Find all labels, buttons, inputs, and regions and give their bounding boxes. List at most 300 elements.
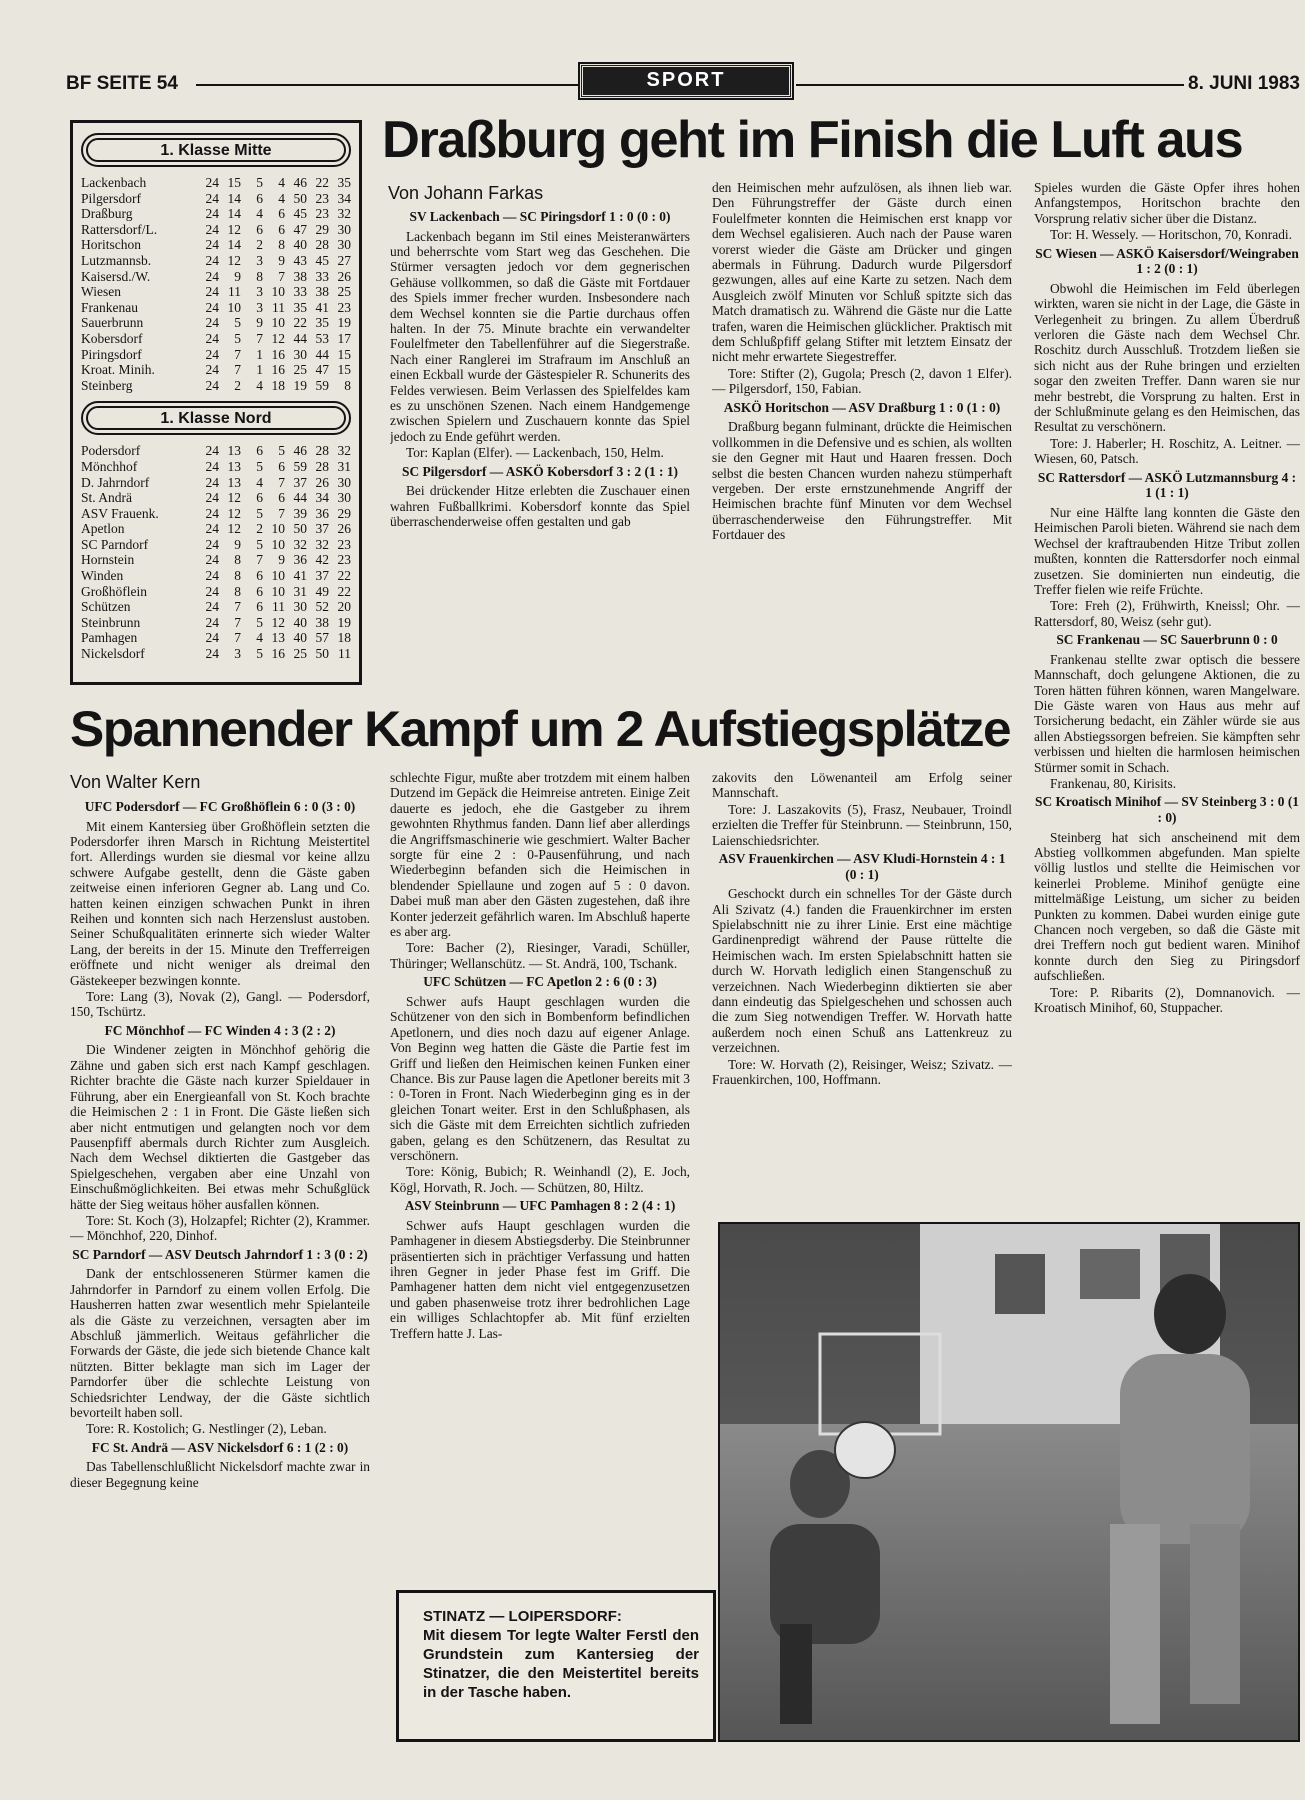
stat-cell: 35 xyxy=(293,299,307,315)
stat-cell: 6 xyxy=(278,221,285,237)
table-row xyxy=(81,599,351,615)
team-name: Kobersdorf xyxy=(81,330,143,346)
photo-illustration xyxy=(720,1224,1300,1742)
table-row xyxy=(81,315,351,331)
stat-cell: 24 xyxy=(205,505,219,521)
standings-table-nord xyxy=(81,443,351,661)
stat-cell: 50 xyxy=(315,646,329,662)
standings-table-mitte xyxy=(81,175,351,393)
match-scorers: Tore: König, Bubich; R. Weinhandl (2), E. Joch, Kögl, Horvath, R. Joch. — Schützen, 80, Hiltz. xyxy=(390,1164,690,1195)
match-scorers: Tore: Lang (3), Novak (2), Gangl. — Podersdorf, 150, Tschürtz. xyxy=(70,989,370,1020)
match-scorers: Tore: Freh (2), Frühwirth, Kneissl; Ohr. — Rattersdorf, 80, Weisz (sehr gut). xyxy=(1034,598,1300,629)
match-report: Obwohl die Heimischen im Feld überlegen wirkten, waren sie nicht in der Lage, die Gäste in Verlegenheit zu bringen. Zu allem Überdruß verloren die Gäste nach dem Wechsel Chr. Roschitz durch Ausschluß. Trotzdem ließen sie sich nicht aus der Ruhe bringen und erzielten sogar den zweiten Treffer. Dann waren sie nur mehr bestrebt, die Vorsprung zu halten. Erst in der Schlußminute gelang es den Heimischen, das Resultat zu verschönern. xyxy=(1034,280,1300,435)
stat-cell: 11 xyxy=(272,599,285,615)
stat-cell: 10 xyxy=(271,315,285,331)
stat-cell: 31 xyxy=(293,583,307,599)
table-row xyxy=(81,191,351,207)
stat-cell: 2 xyxy=(256,521,263,537)
match-scorers: Tore: St. Koch (3), Holzapfel; Richter (2), Krammer. — Mönchhof, 220, Dinhof. xyxy=(70,1212,370,1244)
stat-cell: 24 xyxy=(205,521,219,537)
table-row xyxy=(81,475,351,491)
stat-cell: 24 xyxy=(205,474,219,490)
table-row xyxy=(81,222,351,238)
table-row xyxy=(81,552,351,568)
table-row xyxy=(81,378,351,394)
match-report: Steinberg hat sich anscheinend mit dem Abstieg vollkommen abgefunden. Man spielte völlig lustlos und stellte die Heimischen vor keinerlei Probleme. Minihof genügte eine mittelmäßige Leistung, um sicher zu beiden Punkten zu kommen. Dabei wurden einige gute Chancen noch vergeben, so daß die Gäste mit drei Treffern noch gut bedient waren. Minihof konnte durch den Sieg zu Piringsdorf aufschließen. xyxy=(1034,829,1300,984)
stat-cell: 23 xyxy=(337,536,351,552)
match-photo xyxy=(718,1222,1300,1742)
match-report: Schwer aufs Haupt geschlagen wurden die Schützener von den sich in Bombenform befindlichen Apetlonern, und dies noch dazu auf eigener Anlage. Von Beginn weg hatten die Gäste die Partie fest im Griff und ließen den Heimischen keinen Funken einer Chance. Bis zur Pause lagen die Apetloner bereits mit 3 : 0-Toren in Front. Nach Wiederbeginn ging es in der gleichen Tonart weiter. Erst in den Schlußphasen, als sich die Gäste mit dem Erreichten sichtlich zufrieden gaben, gelang es den Schützenern, das Resultat zu verschönern. xyxy=(390,993,690,1163)
team-name: ASV Frauenk. xyxy=(81,505,159,521)
stat-cell: 38 xyxy=(315,614,329,630)
stat-cell: 41 xyxy=(293,568,307,584)
header-rule-right xyxy=(796,84,1184,86)
page-number: BF SEITE 54 xyxy=(66,73,178,94)
match-heading: FC Mönchhof — FC Winden 4 : 3 (2 : 2) xyxy=(104,1022,336,1038)
stat-cell: 24 xyxy=(205,346,219,362)
team-name: Piringsdorf xyxy=(81,346,142,362)
match-heading: SC Rattersdorf — ASKÖ Lutzmannsburg 4 : 1 (1 : 1) xyxy=(1037,469,1297,501)
stat-cell: 31 xyxy=(337,458,351,474)
team-name: Kaisersd./W. xyxy=(81,268,151,284)
stat-cell: 30 xyxy=(293,599,307,615)
stat-cell: 23 xyxy=(315,190,329,206)
stat-cell: 24 xyxy=(205,330,219,346)
stat-cell: 25 xyxy=(293,362,307,378)
stat-cell: 6 xyxy=(256,599,263,615)
byline-farkas: Von Johann Farkas xyxy=(388,183,544,203)
stat-cell: 5 xyxy=(256,505,263,521)
stat-cell: 7 xyxy=(278,268,285,284)
match-heading: SC Frankenau — SC Sauerbrunn 0 : 0 xyxy=(1056,632,1278,648)
stat-cell: 38 xyxy=(315,284,329,300)
stat-cell: 23 xyxy=(337,299,351,315)
stat-cell: 7 xyxy=(256,552,263,568)
stat-cell: 24 xyxy=(205,268,219,284)
stat-cell: 6 xyxy=(278,206,285,222)
match-heading: ASKÖ Horitschon — ASV Draßburg 1 : 0 (1 : 0) xyxy=(723,399,1001,415)
stat-cell: 35 xyxy=(315,315,329,331)
team-name: Lutzmannsb. xyxy=(81,252,152,268)
stat-cell: 12 xyxy=(271,330,285,346)
team-name: Apetlon xyxy=(81,521,125,537)
stat-cell: 36 xyxy=(315,505,329,521)
stat-cell: 5 xyxy=(278,443,285,459)
table-row xyxy=(81,300,351,316)
table-row xyxy=(81,646,351,662)
headline-drassburg: Draßburg geht im Finish die Luft aus xyxy=(382,111,1243,169)
stat-cell: 19 xyxy=(293,377,307,393)
match-report: Lackenbach begann im Stil eines Meisteranwärters und beherrschte vom Start weg das Geschehen. Die Stürmer versagten jedoch vor dem gegnerischen Gehäuse vollkommen, so daß die Gäste mit Fortdauer des Spiels immer frecher wurden. Insbesondere nach dem Wechsel konnten sie die Partie durchaus offen halten. In der 75. Minute brachte ein verwandelter Foulelfmeter den Tabellenführer auf die Siegerstraße. Nach einer Ranglerei im Strafraum im Anschluß an einen Eckball wurde der Gästespieler R. Schunerits des Feldes verwiesen. Beim Verlassen des Spielfeldes kam es zu unschönen Szenen. Nach einem Handgemenge zwischen Spielern und Zuschauern konnte das Spiel jedoch zu Ende geführt werden. xyxy=(390,228,690,444)
stat-cell: 6 xyxy=(278,490,285,506)
table-row xyxy=(81,206,351,222)
stat-cell: 11 xyxy=(338,646,351,662)
stat-cell: 9 xyxy=(278,552,285,568)
stat-cell: 30 xyxy=(337,474,351,490)
stat-cell: 24 xyxy=(205,206,219,222)
table-row xyxy=(81,459,351,475)
stat-cell: 10 xyxy=(271,583,285,599)
table-row xyxy=(81,347,351,363)
match-heading: SC Pilgersdorf — ASKÖ Kobersdorf 3 : 2 (1 : 1) xyxy=(402,463,678,479)
table-row xyxy=(81,615,351,631)
stat-cell: 5 xyxy=(256,175,263,190)
stat-cell: 5 xyxy=(234,330,241,346)
stat-cell: 3 xyxy=(256,299,263,315)
team-name: Nickelsdorf xyxy=(81,646,145,662)
stat-cell: 24 xyxy=(205,315,219,331)
stat-cell: 25 xyxy=(337,284,351,300)
issue-date: 8. JUNI 1983 xyxy=(1188,73,1300,94)
team-name: Winden xyxy=(81,568,124,584)
match-scorers: Tore: P. Ribarits (2), Domnanovich. — Kroatisch Minihof, 60, Stuppacher. xyxy=(1034,984,1300,1016)
stat-cell: 6 xyxy=(256,221,263,237)
stat-cell: 57 xyxy=(315,630,329,646)
team-name: Horitschon xyxy=(81,237,141,253)
table-row xyxy=(81,443,351,459)
match-scorers: Tore: Stifter (2), Gugola; Presch (2, davon 1 Elfer). — Pilgersdorf, 150, Fabian. xyxy=(712,365,1012,397)
match-heading: SC Kroatisch Minihof — SV Steinberg 3 : 0 (1 : 0) xyxy=(1035,794,1299,825)
team-name: Sauerbrunn xyxy=(81,315,144,331)
table-row xyxy=(81,331,351,347)
match-scorers: Tore: W. Horvath (2), Reisinger, Weisz; Szivatz. — Frauenkirchen, 100, Hoffmann. xyxy=(712,1056,1012,1088)
stat-cell: 42 xyxy=(315,552,329,568)
stat-cell: 24 xyxy=(205,490,219,506)
league-tables xyxy=(70,120,362,685)
stat-cell: 46 xyxy=(293,175,307,190)
table-row xyxy=(81,269,351,285)
stat-cell: 9 xyxy=(256,315,263,331)
article2-column-3 xyxy=(712,770,1012,1210)
team-name: Großhöflein xyxy=(81,583,147,599)
stat-cell: 19 xyxy=(337,315,351,331)
stat-cell: 2 xyxy=(256,237,263,253)
stat-cell: 5 xyxy=(256,458,263,474)
stat-cell: 15 xyxy=(337,346,351,362)
stat-cell: 6 xyxy=(278,458,285,474)
header-rule-left xyxy=(196,84,578,86)
stat-cell: 36 xyxy=(293,552,307,568)
stat-cell: 24 xyxy=(205,630,219,646)
match-scorers: Tor: H. Wessely. — Horitschon, 70, Konradi. xyxy=(1050,227,1292,243)
stat-cell: 6 xyxy=(256,443,263,459)
caption-text: Mit diesem Tor legte Walter Ferstl den Grundstein zum Kantersieg der Stinatzer, die den Meistertitel bereits in der Tasche haben. xyxy=(423,1627,699,1701)
stat-cell: 44 xyxy=(293,330,307,346)
stat-cell: 49 xyxy=(315,583,329,599)
stat-cell: 3 xyxy=(256,284,263,300)
stat-cell: 27 xyxy=(337,252,351,268)
match-report: zakovits den Löwenanteil am Erfolg seiner Mannschaft. xyxy=(712,770,1012,801)
match-report: Bei drückender Hitze erlebten die Zuschauer einen wahren Fußballkrimi. Kobersdorf konnte das Spiel überraschenderweise offen gestalten und gab xyxy=(390,483,690,530)
stat-cell: 24 xyxy=(205,377,219,393)
stat-cell: 10 xyxy=(271,568,285,584)
table-row xyxy=(81,521,351,537)
stat-cell: 9 xyxy=(234,536,241,552)
match-report: schlechte Figur, mußte aber trotzdem mit einem halben Dutzend im Gepäck die Heimreise antreten. Einige Zeit dauerte es jedoch, ehe die Gastgeber zu ihrem gewohnten Rhythmus fanden. Dann lief aber allerdings die Angriffsmaschinerie wie geschmiert. Walter Bacher sorgte für eine 2 : 0-Pausenführung, und nach Wiederbeginn befanden sich die Heimischen in blendender Spiellaune und zogen auf 5 : 0 davon. Dabei muß man aber den Gästen zugestehen, daß ihre Konter jederzeit gefährlich waren. Im Abschluß haperte es aber arg. xyxy=(390,770,690,940)
stat-cell: 11 xyxy=(272,299,285,315)
stat-cell: 24 xyxy=(205,443,219,459)
match-heading: UFC Podersdorf — FC Großhöflein 6 : 0 (3 : 0) xyxy=(84,799,356,814)
stat-cell: 13 xyxy=(227,443,241,459)
stat-cell: 24 xyxy=(205,536,219,552)
stat-cell: 32 xyxy=(337,206,351,222)
team-name: Kroat. Minih. xyxy=(81,362,155,378)
stat-cell: 33 xyxy=(315,268,329,284)
stat-cell: 59 xyxy=(293,458,307,474)
stat-cell: 33 xyxy=(293,284,307,300)
stat-cell: 6 xyxy=(256,568,263,584)
match-scorers: Frankenau, 80, Kirisits. xyxy=(1050,775,1177,791)
stat-cell: 4 xyxy=(278,175,285,190)
stat-cell: 7 xyxy=(256,330,263,346)
stat-cell: 24 xyxy=(205,362,219,378)
article2-column-2 xyxy=(390,770,690,1582)
stat-cell: 4 xyxy=(256,206,263,222)
stat-cell: 47 xyxy=(315,362,329,378)
stat-cell: 41 xyxy=(315,299,329,315)
stat-cell: 24 xyxy=(205,599,219,615)
stat-cell: 44 xyxy=(315,346,329,362)
stat-cell: 7 xyxy=(278,505,285,521)
match-scorers: Tor: Kaplan (Elfer). — Lackenbach, 150, Helm. xyxy=(406,445,664,461)
stat-cell: 3 xyxy=(234,646,241,662)
stat-cell: 7 xyxy=(234,346,241,362)
match-report: den Heimischen mehr aufzulösen, als ihnen lieb war. Den Führungstreffer der Gäste durch einen Foulelfmeter konnten die Heimischen erst knapp vor dem Wechsel egalisieren. Auch nach der Pause waren vorerst wieder die Gäste am Drücker und gingen abermals in Führung. Dadurch wurde Pilgersdorf gezwungen, alles auf eine Karte zu setzen. Nach dem Ausgleich zwölf Minuten vor Schluß spitzte sich das Match dramatisch zu. Während die Gäste nur die Latte trafen, waren die Heimischen glücklicher. Praktisch mit dem Schlußpfiff gelang Stifter mit letztem Einsatz der nicht mehr erwartete Siegestreffer. xyxy=(712,180,1012,365)
stat-cell: 5 xyxy=(256,614,263,630)
stat-cell: 7 xyxy=(234,362,241,378)
stat-cell: 8 xyxy=(256,268,263,284)
stat-cell: 5 xyxy=(256,646,263,662)
team-name: Podersdorf xyxy=(81,443,141,459)
team-name: Lackenbach xyxy=(81,175,147,190)
article2-column-1 xyxy=(70,796,370,1756)
stat-cell: 8 xyxy=(234,583,241,599)
team-name: Rattersdorf/L. xyxy=(81,221,158,237)
stat-cell: 26 xyxy=(315,474,329,490)
stat-cell: 10 xyxy=(271,521,285,537)
match-report: Frankenau stellte zwar optisch die bessere Mannschaft, doch gelungene Aktionen, die zu Toren hätten führen können, waren Mangelware. Die Gäste waren von Haus aus mehr auf Torsicherung bedacht, ein Zähler würde sie aus allen Abstiegssorgen befreien. Sie kämpften sehr verbissen und hielten die harmlosen heimischen Stürmer somit in Schach. xyxy=(1034,651,1300,775)
stat-cell: 39 xyxy=(293,505,307,521)
stat-cell: 10 xyxy=(271,536,285,552)
stat-cell: 34 xyxy=(315,490,329,506)
stat-cell: 59 xyxy=(315,377,329,393)
stat-cell: 12 xyxy=(227,505,241,521)
stat-cell: 29 xyxy=(315,221,329,237)
match-scorers: Tore: J. Laszakovits (5), Frasz, Neubauer, Troindl erzielten die Treffer für Steinbrunn. — Steinbrunn, 150, Laienschiedsrichter. xyxy=(712,801,1012,848)
stat-cell: 19 xyxy=(337,614,351,630)
table-row xyxy=(81,537,351,553)
stat-cell: 26 xyxy=(337,521,351,537)
stat-cell: 23 xyxy=(315,206,329,222)
stat-cell: 4 xyxy=(278,190,285,206)
stat-cell: 8 xyxy=(234,568,241,584)
stat-cell: 35 xyxy=(337,175,351,190)
table-row xyxy=(81,490,351,506)
team-name: Wiesen xyxy=(81,284,121,300)
stat-cell: 14 xyxy=(227,190,241,206)
table-row xyxy=(81,284,351,300)
stat-cell: 7 xyxy=(234,630,241,646)
stat-cell: 52 xyxy=(315,599,329,615)
headline-aufstieg: Spannender Kampf um 2 Aufstiegsplätze xyxy=(70,701,1011,757)
match-heading: SV Lackenbach — SC Piringsdorf 1 : 0 (0 : 0) xyxy=(409,209,671,224)
team-name: Steinberg xyxy=(81,377,133,393)
stat-cell: 16 xyxy=(271,346,285,362)
stat-cell: 12 xyxy=(227,490,241,506)
stat-cell: 24 xyxy=(205,284,219,300)
match-report: Nur eine Hälfte lang konnten die Gäste den Heimischen Paroli bieten. Während sie nach dem Wechsel der kraftraubenden Hitze Tribut zollen mußten, konnten die Rattersdorfer noch einmal zusetzen. Sie dominierten nun eindeutig, die Treffer fielen wie reife Früchte. xyxy=(1034,504,1300,597)
match-scorers: Tore: Bacher (2), Riesinger, Varadi, Schüller, Thüringer; Wellanschütz. — St. Andrä, 100, Tschank. xyxy=(390,940,690,971)
match-report: Die Windener zeigten in Mönchhof gehörig die Zähne und gaben sich erst nach Kampf geschlagen. Richter brachte die Gäste nach kurzer Spieldauer in Führung, aber ein Energieanfall von St. Koch brachte die Heimischen 2 : 1 in Front. Die Gäste ließen sich aber nicht entmutigen und gelangten noch vor dem Pausenpfiff abermals durch Richter zum Ausgleich. Nach dem Wechsel diktierten die Gastgeber das Spielgeschehen, vergaben aber eine Unzahl von Einschußmöglichkeiten. Bei etwas mehr Schußglück hätte der Sieg weitaus höher ausfallen können. xyxy=(70,1042,370,1212)
byline-kern: Von Walter Kern xyxy=(70,772,201,792)
stat-cell: 44 xyxy=(293,490,307,506)
stat-cell: 30 xyxy=(337,237,351,253)
stat-cell: 40 xyxy=(293,614,307,630)
stat-cell: 6 xyxy=(256,583,263,599)
match-report: Spieles wurden die Gäste Opfer ihres hohen Anfangstempos, Horitschon brachte den Vorsprung relativ sicher über die Distanz. xyxy=(1034,180,1300,226)
table-row xyxy=(81,506,351,522)
stat-cell: 15 xyxy=(227,175,241,190)
stat-cell: 24 xyxy=(205,299,219,315)
table-row xyxy=(81,584,351,600)
table-row xyxy=(81,568,351,584)
stat-cell: 22 xyxy=(293,315,307,331)
stat-cell: 5 xyxy=(234,315,241,331)
match-heading: ASV Frauenkirchen — ASV Kludi-Hornstein 4 : 1 (0 : 1) xyxy=(718,851,1006,882)
stat-cell: 22 xyxy=(337,568,351,584)
stat-cell: 1 xyxy=(256,362,263,378)
stat-cell: 9 xyxy=(278,252,285,268)
article1-column-1 xyxy=(390,206,690,684)
stat-cell: 4 xyxy=(256,377,263,393)
table-row xyxy=(81,630,351,646)
stat-cell: 18 xyxy=(271,377,285,393)
stat-cell: 12 xyxy=(227,221,241,237)
stat-cell: 7 xyxy=(234,614,241,630)
stat-cell: 53 xyxy=(315,330,329,346)
section-label: SPORT xyxy=(580,64,792,98)
stat-cell: 24 xyxy=(205,237,219,253)
table-title-mitte: 1. Klasse Mitte xyxy=(81,133,351,167)
team-name: St. Andrä xyxy=(81,490,133,506)
stat-cell: 45 xyxy=(315,252,329,268)
stat-cell: 16 xyxy=(271,362,285,378)
stat-cell: 24 xyxy=(205,175,219,190)
stat-cell: 24 xyxy=(205,568,219,584)
stat-cell: 11 xyxy=(228,284,241,300)
stat-cell: 14 xyxy=(227,206,241,222)
match-report: Draßburg begann fulminant, drückte die Heimischen vollkommen in die Defensive und es schien, als wollten sie den Gegner mit Haut und Haaren fressen. Doch selbst die besten Chancen wurden nahezu stümperhaft vergeben. Der erste ernstzunehmende Angriff der Heimischen brachte fünf Minuten vor dem Wechsel überraschenderweise den Führungstreffer. Mit Fortdauer des xyxy=(712,419,1012,543)
match-scorers: Tore: R. Kostolich; G. Nestlinger (2), Leban. xyxy=(86,1421,327,1437)
stat-cell: 40 xyxy=(293,630,307,646)
stat-cell: 37 xyxy=(293,474,307,490)
stat-cell: 8 xyxy=(344,377,351,393)
stat-cell: 12 xyxy=(227,521,241,537)
table-title-nord: 1. Klasse Nord xyxy=(81,401,351,435)
stat-cell: 24 xyxy=(205,221,219,237)
stat-cell: 22 xyxy=(315,175,329,190)
stat-cell: 6 xyxy=(256,490,263,506)
match-report: Schwer aufs Haupt geschlagen wurden die Pamhagener in diesem Abstiegsderby. Die Steinbrunner präsentierten sich in prächtiger Verfassung und hatten ihren Gegner in jeder Phase fest im Griff. Die Pamhagener hatten dem nicht viel entgegenzusetzen und gaben phasenweise trotz ihrer bedrohlichen Lage ein williges Schlachtopfer ab. Mit fünf erzielten Treffern hatte J. Las- xyxy=(390,1217,690,1341)
team-name: Steinbrunn xyxy=(81,614,141,630)
stat-cell: 30 xyxy=(293,346,307,362)
stat-cell: 12 xyxy=(227,252,241,268)
team-name: D. Jahrndorf xyxy=(81,474,150,490)
team-name: Mönchhof xyxy=(81,458,138,474)
stat-cell: 37 xyxy=(315,568,329,584)
match-report: Das Tabellenschlußlicht Nickelsdorf machte zwar in dieser Begegnung keine xyxy=(70,1459,370,1490)
stat-cell: 28 xyxy=(315,458,329,474)
match-report: Dank der entschlosseneren Stürmer kamen die Jahrndorfer in Parndorf zu einem vollen Erfolg. Die Hausherren hatten zwar wesentlich mehr Spielanteile als die Gäste zu verzeichnen, versagten aber im Abschluß jämmerlich. Weitaus gefährlicher die Forwards der Gäste, die jede sich bietende Chance kalt nützten. Bitter beklagte man sich im Lager der Parndorfer über die schlechte Leistung von Schiedsrichter Lendway, der die Gäste sichtlich bevorteilt haben soll. xyxy=(70,1266,370,1420)
stat-cell: 24 xyxy=(205,646,219,662)
stat-cell: 28 xyxy=(315,237,329,253)
stat-cell: 46 xyxy=(293,443,307,459)
stat-cell: 6 xyxy=(256,190,263,206)
caption-title: STINATZ — LOIPERSDORF: xyxy=(423,1608,622,1625)
stat-cell: 26 xyxy=(337,268,351,284)
stat-cell: 45 xyxy=(293,206,307,222)
stat-cell: 24 xyxy=(205,190,219,206)
stat-cell: 24 xyxy=(205,458,219,474)
stat-cell: 40 xyxy=(293,237,307,253)
team-name: SC Parndorf xyxy=(81,536,149,552)
stat-cell: 12 xyxy=(271,614,285,630)
table-row xyxy=(81,175,351,191)
stat-cell: 20 xyxy=(337,599,351,615)
stat-cell: 17 xyxy=(337,330,351,346)
stat-cell: 8 xyxy=(234,552,241,568)
stat-cell: 8 xyxy=(278,237,285,253)
match-scorers: Tore: J. Haberler; H. Roschitz, A. Leitner. — Wiesen, 60, Patsch. xyxy=(1034,435,1300,467)
stat-cell: 18 xyxy=(337,630,351,646)
stat-cell: 37 xyxy=(315,521,329,537)
stat-cell: 28 xyxy=(315,443,329,459)
team-name: Pilgersdorf xyxy=(81,190,141,206)
photo-caption xyxy=(396,1590,716,1742)
match-heading: FC St. Andrä — ASV Nickelsdorf 6 : 1 (2 : 0) xyxy=(91,1439,349,1455)
stat-cell: 24 xyxy=(205,583,219,599)
stat-cell: 24 xyxy=(205,614,219,630)
match-heading: UFC Schützen — FC Apetlon 2 : 6 (0 : 3) xyxy=(423,974,657,990)
stat-cell: 47 xyxy=(293,221,307,237)
match-report: Mit einem Kantersieg über Großhöflein setzten die Podersdorfer ihren Marsch in Richtung Meistertitel fort. Allerdings wurden sie diesmal vor keine allzu schwere Aufgabe gestellt, denn die Gäste gaben zeitweise einen inferioren Gegner ab. Lang und Co. hatten keinen einzigen schwachen Punkt in ihren Reihen und konnten sich nach Herzenslust austoben. Seiner Schußqualitäten erinnerte sich wieder Walter Lang, der bereits in der 15. Minute den Trefferreigen eröffnete und nicht weniger als dreimal den Gästekeeper bezwingen konnte. xyxy=(70,818,370,988)
stat-cell: 34 xyxy=(337,190,351,206)
team-name: Pamhagen xyxy=(81,630,138,646)
stat-cell: 32 xyxy=(293,536,307,552)
article1-column-3 xyxy=(1034,180,1300,1230)
table-row xyxy=(81,237,351,253)
stat-cell: 38 xyxy=(293,268,307,284)
stat-cell: 7 xyxy=(234,599,241,615)
stat-cell: 22 xyxy=(337,583,351,599)
stat-cell: 13 xyxy=(227,458,241,474)
table-row xyxy=(81,362,351,378)
stat-cell: 5 xyxy=(256,536,263,552)
stat-cell: 4 xyxy=(256,630,263,646)
stat-cell: 23 xyxy=(337,552,351,568)
table-row xyxy=(81,253,351,269)
stat-cell: 30 xyxy=(337,490,351,506)
stat-cell: 24 xyxy=(205,252,219,268)
team-name: Schützen xyxy=(81,599,131,615)
stat-cell: 32 xyxy=(337,443,351,459)
stat-cell: 14 xyxy=(227,237,241,253)
stat-cell: 13 xyxy=(227,474,241,490)
stat-cell: 50 xyxy=(293,521,307,537)
stat-cell: 25 xyxy=(293,646,307,662)
match-heading: SC Parndorf — ASV Deutsch Jahrndorf 1 : 3 (0 : 2) xyxy=(72,1246,368,1262)
match-report: Geschockt durch ein schnelles Tor der Gäste durch Ali Szivatz (4.) fanden die Frauenkirchner im ersten Spielabschnitt nie zu ihrer Linie. Erst eine mächtige Gardinenpredigt während der Pause rüttelte die Heimischen wach. Im ersten Spielabschnitt hatten sie durch W. Horvath lediglich einen Stangenschuß zu verzeichnen. Nach Wiederbeginn diktierten sie aber dann eindeutig das Spielgeschehen und schossen auch die zum Sieg notwendigen Treffer. W. Horvath hatte außerdem noch einen Schuß ans Lattenkreuz zu verzeichnen. xyxy=(712,886,1012,1056)
